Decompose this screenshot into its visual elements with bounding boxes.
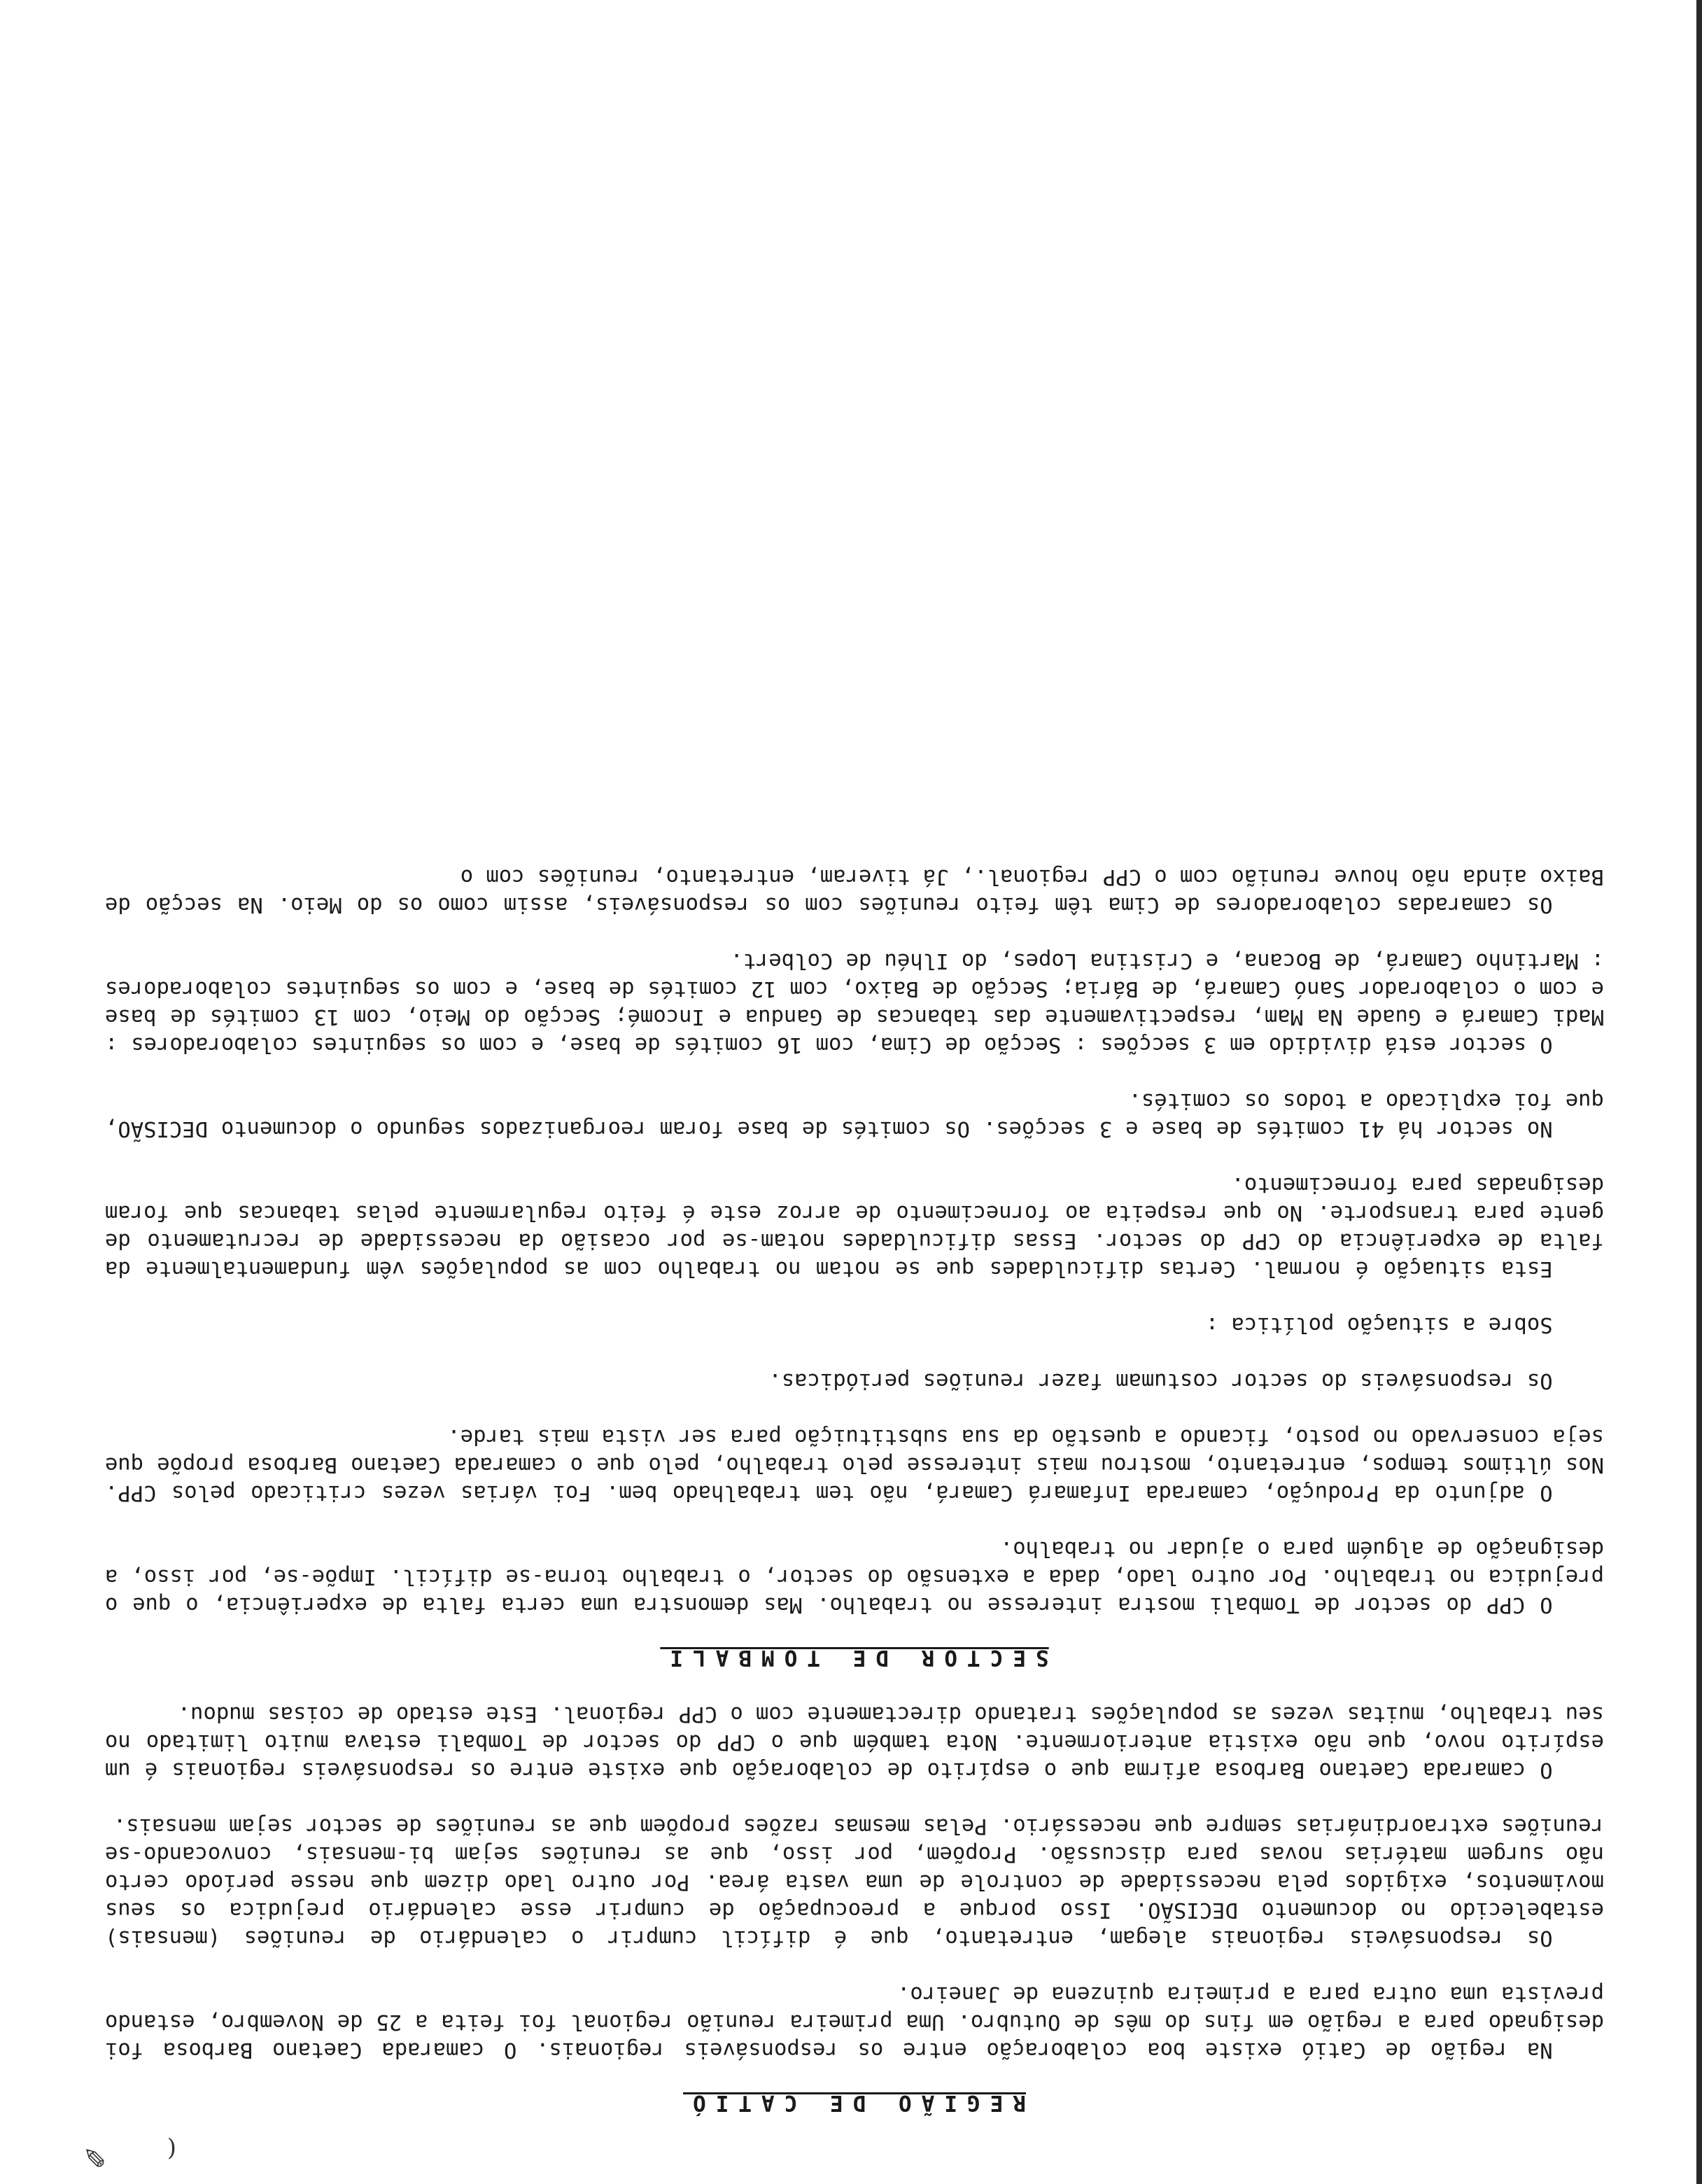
paragraph: Na região de Catió existe boa colaboração entre os responsáveis regionais. O camarada Caetano Barbosa foi designado para a região em fins do mês de Outubro. Uma primeira reunião regional foi feita a 25 de Novembro, estando prevista uma outra para a primeira quinzena de Janeiro. — [105, 1982, 1604, 2062]
margin-tick-mark: ( — [167, 2135, 176, 2163]
paragraph: Os responsáveis do sector costumam fazer reuniões periódicas. — [768, 1368, 1553, 1393]
paragraph: O CPP do sector de Tombali mostra interesse no trabalho. Mas demonstra uma certa falta de experiência, o que o prejudica no trabalho. Por outro lado, dada a extensão do sector, o trabalho torna-se difícil. Impõe-se, por isso, a designação de alguém para o ajudar no trabalho. — [105, 1536, 1604, 1617]
paragraph: Esta situação é normal. Certas dificuldades que se notam no trabalho com as populações vêm fundamentalmente da falta de experiência do CPP do sector. Essas dificuldades notam-se por ocasião da necessidade de recrutamento de gente para transporte. No que respeita ao fornecimento de arroz este é feito regularmente pelas tabancas que foram designadas para fornecimento. — [105, 1172, 1604, 1281]
paragraph: No sector há 41 comités de base e 3 secções. Os comités de base foram reorganizados segundo o documento DECISÃO, que foi explicado a todos os comités. — [105, 1088, 1604, 1141]
paragraph: Sobre a situação política : — [1205, 1312, 1553, 1337]
scan-edge — [1696, 0, 1702, 2184]
paragraph: Os responsáveis regionais alegam, entretanto, que é difícil cumprir o calendário de reuniões (mensais) estabelecido no documento DECISÃO. Isso porque a preocupação de cumprir esse calendário prejudica os seus movimentos, exigidos pela necessidade de controle de uma vasta área. Por outro lado dizem que nesse período certo não surgem matérias novas para discussão. Propõem, por isso, que as reuniões sejam bi-mensais, convocando-se reuniões extraordinárias sempre que necessário. Pelas mesmas razões propõem que as reuniões de sector sejam mensais. — [105, 1814, 1604, 1950]
paragraph: O sector está dividido em 3 secções : Secção de Cima, com 16 comités de base, e com os seguintes colaboradores : Madi Camará e Guade Na Mam, respectivamente das tabancas de Gandua e Incomé; Secção do Meio, com 13 comités de base e com o colaborador Sanó Camará, de Bária; Secção de Baixo, com 12 comités de base, e com os seguintes colaboradores : Martinho Camará, de Bocana, e Cristina Lopes, do Ilhéu de Colbert. — [105, 948, 1604, 1057]
paragraph: O camarada Caetano Barbosa afirma que o espírito de colaboração que existe entre os responsáveis regionais é um espírito novo, que não existia anteriormente. Nota também que o CPP do sector de Tombali estava muito limitado no seu trabalho, muitas vezes as populações tratando directamente com o CPP regional. Este estado de coisas mudou. — [105, 1702, 1604, 1782]
paragraph: Os camaradas colaboradores de Cima têm feito reuniões com os responsáveis, assim como os do Meio. Na secção de Baixo ainda não houve reunião com o CPP regional., Já tiveram, entretanto, reuniões com o — [105, 864, 1604, 917]
margin-scribble: ✎ — [83, 2140, 106, 2172]
section-heading-tombali: SECTOR DE TOMBALI — [660, 1645, 1049, 1670]
paragraph: O adjunto da Produção, camarada Infamará Camará, não tem trabalhado bem. Foi várias vezes criticado pelos CPP. Nos últimos tempos, entretanto, mostrou mais interesse pelo trabalho, pelo que o camarada Caetano Barbosa propõe que seja conservado no posto, ficando a questão da sua substituição para ser vista mais tarde. — [105, 1424, 1604, 1505]
section-heading-catio: REGIÃO DE CATIÓ — [683, 2090, 1026, 2115]
